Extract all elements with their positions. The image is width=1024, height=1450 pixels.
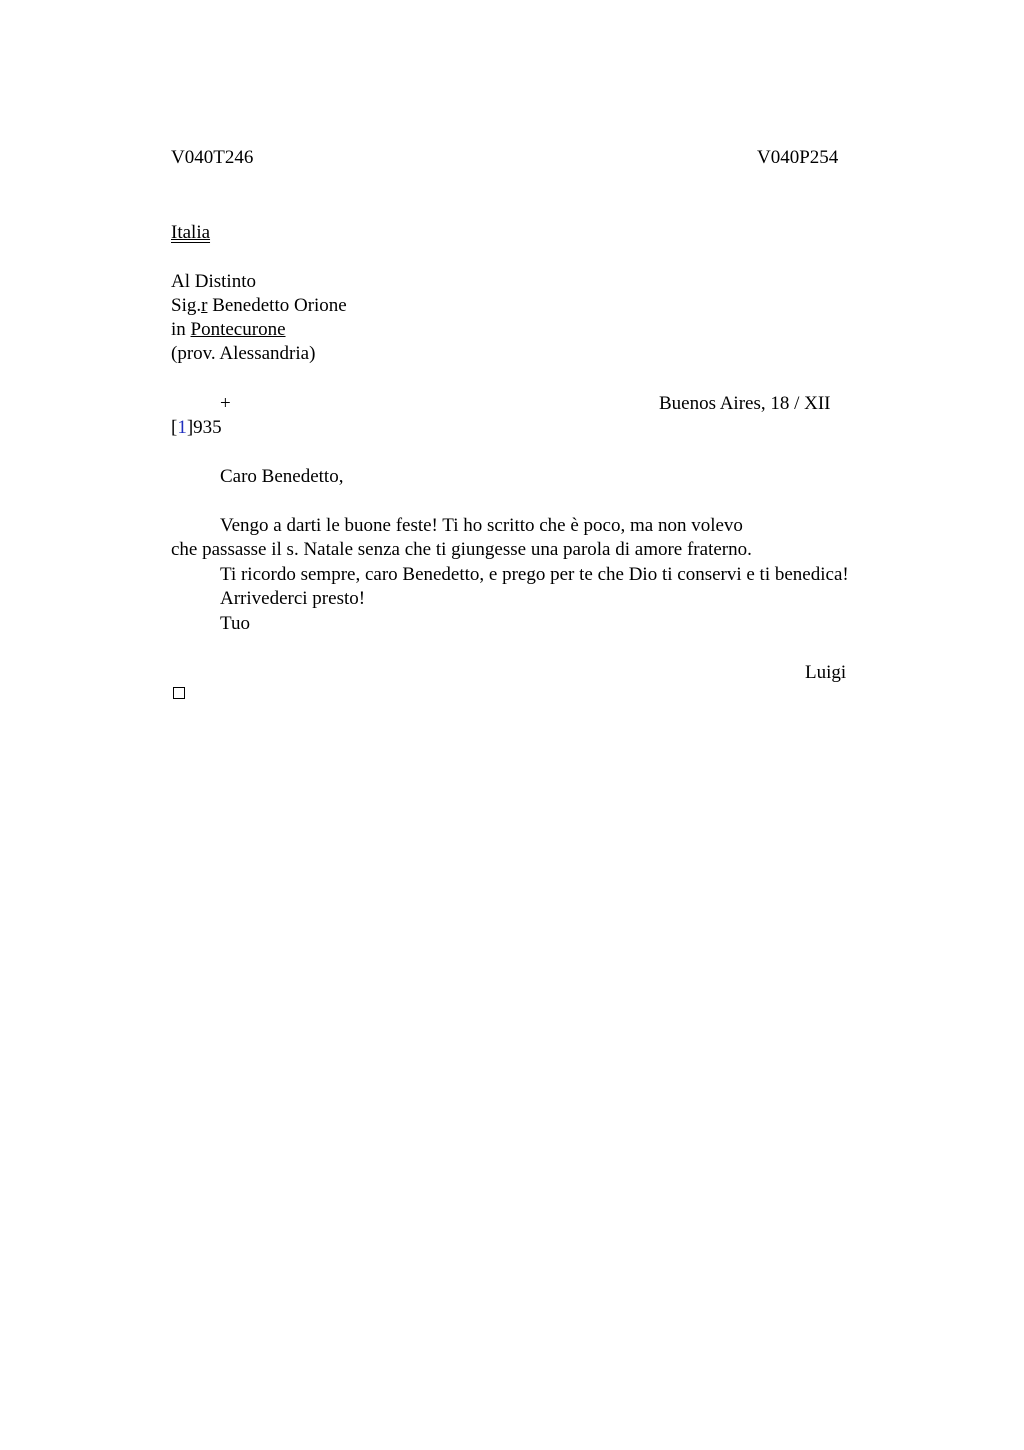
body-paragraph-2: Ti ricordo sempre, caro Benedetto, e prego per te che Dio ti conservi e ti benedica! [220, 564, 849, 585]
address-line-2 [171, 294, 347, 318]
date-year [171, 416, 222, 440]
address-title-superscript: r [201, 295, 208, 316]
signature: Luigi [805, 662, 847, 683]
address-in-prefix: in [171, 319, 191, 340]
end-marker-box-icon [173, 687, 185, 699]
body-paragraph-3: Arrivederci presto! [220, 588, 366, 609]
year-restored-digit: 1 [177, 417, 187, 438]
address-recipient-name: Benedetto Orione [207, 295, 347, 316]
salutation: Caro Benedetto, [220, 466, 344, 487]
address-line-1: Al Distinto [171, 271, 256, 292]
place-date: Buenos Aires, 18 / XII [659, 393, 831, 414]
address-line-4: (prov. Alessandria) [171, 343, 316, 364]
address-line-3 [171, 318, 286, 342]
cross-symbol: + [220, 393, 231, 414]
body-paragraph-1-line-2: che passasse il s. Natale senza che ti giungesse una parola di amore fraterno. [171, 539, 752, 560]
body-paragraph-1-line-1: Vengo a darti le buone feste! Ti ho scritto che è poco, ma non volevo [220, 515, 743, 536]
archive-code-left: V040T246 [171, 147, 254, 168]
archive-code-right: V040P254 [757, 147, 839, 168]
closing: Tuo [220, 613, 250, 634]
year-rest: ]935 [186, 417, 222, 438]
address-town: Pontecurone [190, 319, 286, 340]
address-country: Italia [171, 222, 211, 243]
address-title-prefix: Sig. [171, 295, 202, 316]
year-bracket-open: [ [171, 417, 178, 438]
